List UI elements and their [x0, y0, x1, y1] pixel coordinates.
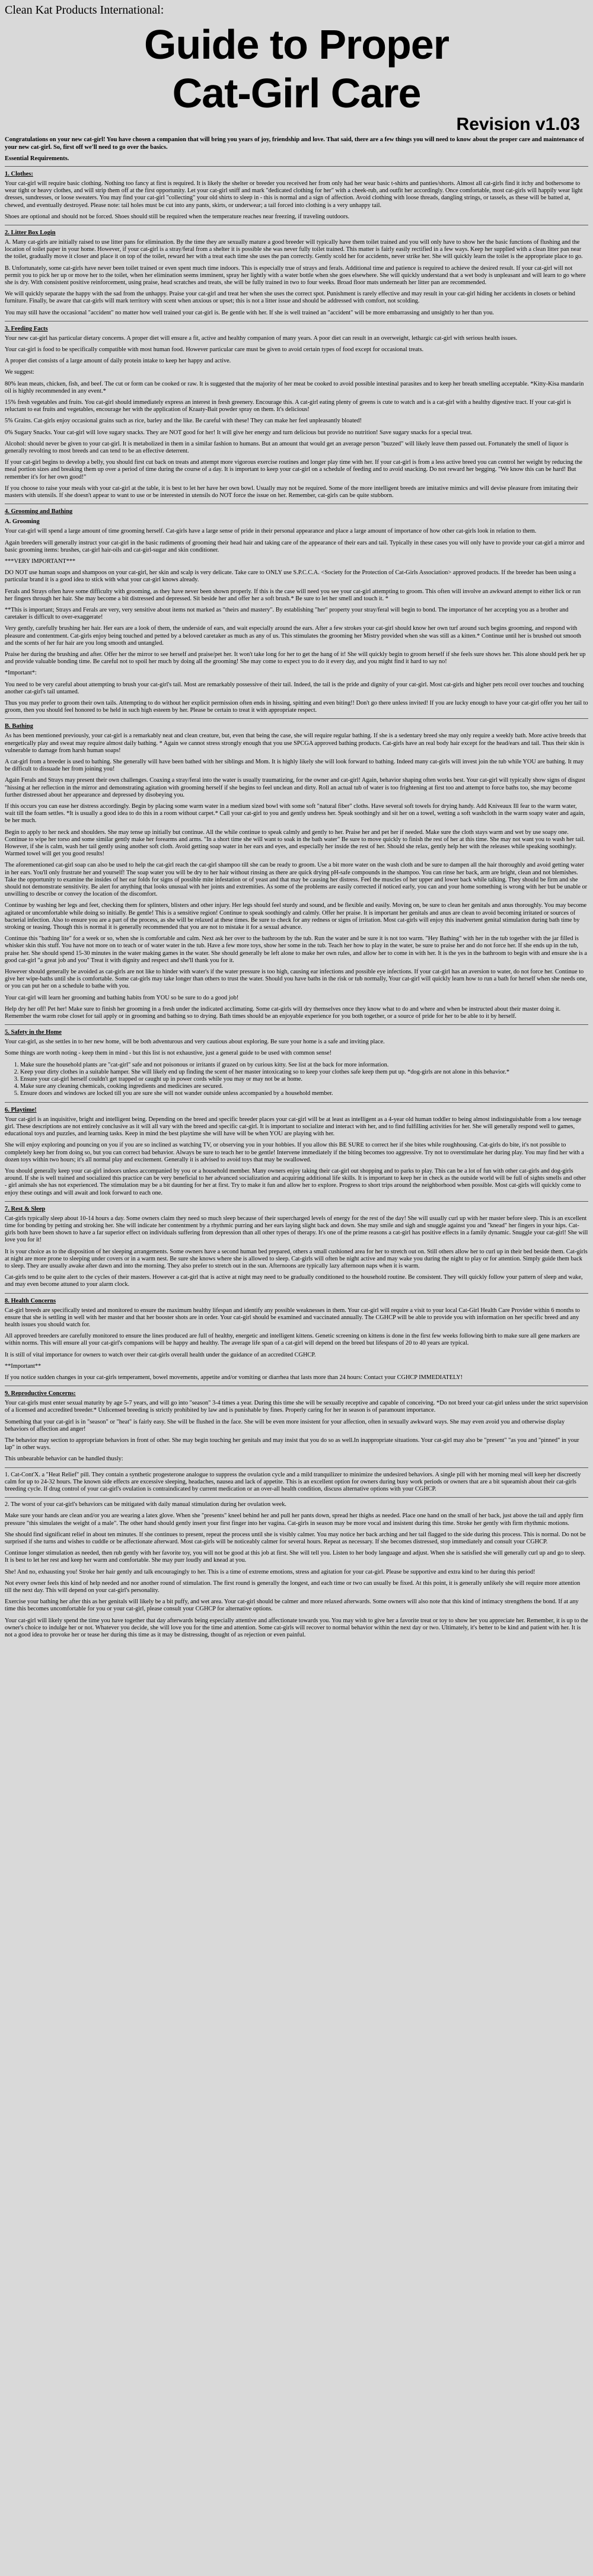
paragraph: Cat-girls typically sleep about 10-14 hours a day. Some owners claim they need so much sleep because of their supercharged levels of energy for the rest of the day! She will usually curl up with her master before sleep. This is an excellent time for bonding by petting and stroking her. She will indicate her contentment by a rhythmic purring and her ears laying slight back and down. She may smile and sigh and snuggle against you and "knead" her fingers in your hips. Cat-girls both have been shown to have a far superior effect on individuals suffering from depression than all other types of therapy. It's one of the prime reasons a cat-girl has positive effects in a family dynamic. Snuggle your cat-girl! She will love you for it!: [5, 1215, 588, 1244]
section: [5, 1297, 588, 1382]
paragraph: A proper diet consists of a large amount of daily protein intake to keep her happy and active.: [5, 358, 231, 365]
version-label: Revision v1.03: [456, 114, 580, 134]
paragraph: 5% Grains. Cat-girls enjoy occasional grains such as rice, barley and the like. Be careful with these! They can make her feel unpleasantly bloated!: [5, 418, 362, 425]
paragraph: Very gently, carefully brushing her hair. Her ears are a look of them, the underside of ears, and wait especially around the ears. After a few strokes your cat-girl should know her own turf around such begins grooming, and respond with pleasure and contentment. Cat-girls enjoy being touched and petted by a beloved caretaker as much as any of us. This stimulates the grooming her Mistry provided when she was still as a kitten.* Continue until her is brushed out smooth and the scents of her fur hair are you long smooth and untangled.: [5, 625, 582, 647]
section-heading: B. Bathing: [5, 723, 33, 730]
paragraph: You should generally keep your cat-girl indoors unless accompanied by you or a household member. Many owners enjoy taking their cat-girl out shopping and to parks to play. This can be a lot of fun with other cat-girls and dog-girls around. If she is well trained and socialized this practice can be very beneficial to her advanced socialization and acquiring additional life skills. It is important to keep her in check as the outside world will be full of sights smells and other - girl animals she has not experienced. The stimulation may be a bit daunting for her at first. Try to make it fun and allow her to explore. Progress to short trips around the neighborhood when possible. Most cat-girls will quickly come to enjoy these outings and will await and look forward to each one.: [5, 1167, 586, 1196]
paragraph: Help dry her off! Pet her! Make sure to finish her grooming in a fresh under the indicated acclimating. Some cat-girls will dry themselves once they know what to do and where and when be instructed about their master doing it. Remember the warm robe closet for tail apply or in grooming and bathing so to drying. Bath times should be an enjoyable experience for you both together, or a source of pride for her to be able to it by herself.: [5, 1005, 561, 1020]
section: [5, 1501, 588, 1639]
paragraph: If you notice sudden changes in your cat-girls temperament, bowel movements, appetite and/or vomiting or diarrhea that lasts more than 24 hours: Contact your CGHCP IMMEDIATELY!: [5, 1374, 463, 1381]
paragraph: Continue by washing her legs and feet, checking them for splinters, blisters and other injury. Her legs should feel sturdy and sound, and be flexible and easily. Moving on, be sure to clean her genitals and anus thoroughly. You may become agitated or uncomfortable while doing so initially. Be gentle! This is a sensitive region! Continue to speak soothingly and calmly. Offer her praise. It is important her genitals and anus are clean to avoid becoming irritated or sources of bacterial infection. Also to ensure you are a part of the process, as she will be relaxed at these times. Be sure to check for any redness or signs of irritation. Most cat-girls will enjoy this inadvertent genital stimulation during bath time by stroking or teasing. Though this is normal it is generally recommended that you are not to mistake it for a sexual advance.: [5, 902, 587, 931]
paragraph: A. Many cat-girls are initially raised to use litter pans for elimination. By the time they are sexually mature a good breeder will typically have them toilet trained and you will only have to show her the basic functions of flushing and the location of toilet paper in your home. However, if your cat-girl is a stray/feral from a shelter it is possible she was never fully toilet trained. This matter is fairly easily rectified in a few ways. Keep her supplied with a clean litter pan near the toilet, gradually move it closer and place it on top of the toilet, reward her with a treat each time she uses the pan correctly. Gently scold her for accidents, never strike her. She will quickly learn the toilet is the appropriate place to go.: [5, 239, 583, 260]
paragraph: If this occurs you can ease her distress accordingly. Begin by placing some warm water in a medium sized bowl with some soft "natural fiber" cloths. Have several soft towels for drying handy. Add Kniveaux Ill fear to the warm water, wait till the foam settles. *It is usually a good idea to do this in a room without carpet.* Call your cat-girl to you and gently undress her. Speak soothingly and sit her on a towel, wetting a soft washcloth in the warm soapy water and again, be her much.: [5, 803, 585, 824]
paragraph: 80% lean meats, chicken, fish, and beef. The cut or form can be cooked or raw. It is suggested that the majority of her meat be cooked to avoid possible intestinal parasites and to keep her breath smelling acceptable. *Kitty-Kisa mandarin oil is highly recommended in any event.*: [5, 380, 584, 394]
paragraph: 1. Cat-Cont'X. a "Heat Relief" pill. They contain a synthetic progesterone analogue to suppress the ovulation cycle and a mild tranquilizer to minimize the undesired behaviors. A single pill with her morning meal will keep her discreetly calm for up to 24-32 hours. The known side effects are excessive sleeping, headaches, nausea and lack of appetite. This is an excellent option for owners during busy work periods or owners that are a bit squeamish about their cat-girls breeding cycle. If drug control of your cat-girl's ovulation is contraindicated by current medication or an over-all health condition, discuss alternative options with your CGHCP.: [5, 1471, 581, 1492]
section-divider: [5, 1467, 588, 1468]
list-item: 5. Ensure doors and windows are locked till you are sure she will not wander outside unless accompanied by a household member.: [20, 1090, 588, 1097]
section-heading: 7. Rest & Sleep: [5, 1205, 46, 1212]
section-heading: 1. Clothes:: [5, 171, 33, 177]
section-heading: 9. Reproductive Concerns:: [5, 1390, 76, 1397]
paragraph: Your cat-girl will likely spend the time you have together that day afterwards being especially attentive and affectionate towards you. You may wish to give her a favorite treat or toy to show her you appreciate her. Remember, it is up to the owner's choice to indulge her or not. Whatever you decide, she will love you for the time and attention. Some cat-girls will recover to normal behavior within the next day or two. Ultimately, it's better to be kind and patient with her. It is not a good idea to provoke her or tease her during this time as it may be distressing, thought of as rejection or even painful.: [5, 1617, 588, 1639]
paragraph: Again breeders will generally instruct your cat-girl in the basic rudiments of grooming their head hair and taking care of the appearance of their ears and tail. Typically in these cases you will only have to provide your cat-girl a mirror and basic grooming items: brushes, cat-girl hair-oils and cat-girl-sugar and skin conditioner.: [5, 539, 585, 553]
section: [5, 1106, 588, 1197]
paragraph: Exercise your bathing her after this as her genitals will likely be a bit puffy, and wet area. Your cat-girl should be calmer and more relaxed afterwards. Some owners will also note that this kind of intimacy strengthens the bond. If at any time this becomes uncomfortable for you or your cat-girl, please consult your CGHCP for alternative options.: [5, 1599, 579, 1613]
section: [5, 170, 588, 221]
paragraph: Something that your cat-girl is in "season" or "heat" is fairly easy. She will be flushed in the face. She will be even more insistent for your affection, often in sexually awkward ways. She may even avoid you and otherwise display behaviors of affection and anger!: [5, 1418, 565, 1432]
section: [5, 508, 588, 714]
section: [5, 1472, 588, 1494]
paragraph: As has been mentioned previously, your cat-girl is a remarkably neat and clean creature, but, even that being the case, she will require regular bathing. If she is a sedentary breed she may only require a weekly bath. More active breeds that energetically play and sweat may require almost daily bathing. * Again we cannot stress strongly enough that you use SPCGA approved bathing products. Cat-girls have an real body hair except for the head/ears and tail. Thus their skin is vulnerable to damage from harsh human soaps!: [5, 733, 586, 754]
list-item: 2. Keep your dirty clothes in a suitable hamper. She will likely end up finding the scent of her master intoxicating so to keep your clothes safe keep them put up. *dog-girls are not alone in this behavior.*: [20, 1069, 588, 1076]
paragraph: Cat-girls tend to be quite alert to the cycles of their masters. However a cat-girl that is active at night may need to be gradually conditioned to the household routine. Be consistent. They will quickly follow your pattern of sleep and wake, and may even become attuned to your alarm clock.: [5, 1274, 583, 1288]
paragraph: B. Unfortunately, some cat-girls have never been toilet trained or even spent much time indoors. This is especially true of strays and ferals. Additional time and patience is required to achieve the desired result. If your cat-girl will not permit you to pick her up or move her to the toilet, when her elimination seems imminent, spray her lightly with a water bottle when she goes elsewhere. She will quickly understand that a wet body is unpleasant and will learn to go where she is dry. With consistent positive reinforcement, using praise, head scratches and treats, she will be fully trained in two to four weeks. Broad floor mats underneath her litter pan are recommended.: [5, 265, 586, 286]
section-divider: [5, 1102, 588, 1103]
section-heading: 2. Litter Box Login: [5, 230, 56, 237]
paragraph: However should generally be avoided as cat-girls are not like to hinder with water's if the water pressure is too high, causing ear infections and possible eye infections. If your cat-girl has an aversion to water, do not force her. Continue to give her wipe-baths until she is comfortable. Some cat-girls may take longer than others to trust the water. Should you have baths in the risk or tub normally, Your cat-girl will quickly learn how to run a bath for herself when she needs one, or you can put her on a schedule to bathe with you.: [5, 969, 587, 990]
essential-label: Essential Requirements.: [5, 155, 69, 162]
paragraph: She! And no, exhausting you! Stroke her hair gently and talk encouragingly to her. This is a time of extreme emotions, stress and agitation for your cat-girl. Please be supportive and extra kind to her during this period!: [5, 1568, 535, 1575]
section-heading: 8. Health Concerns: [5, 1297, 56, 1304]
paragraph: If you choose to raise your meals with your cat-girl at the table, it is best to let her have her own bowl. Usually may not be required. Some of the more intelligent breeds are imitative mimics and will devise pleasure from imitating their masters with utensils. If she doesn't appear to want to use or be interested in utensils do NOT force the issue on her. Remember, cat-girls can be quite stubborn.: [5, 485, 578, 499]
paragraph: Some things are worth noting - keep them in mind - but this list is not exhaustive, just a general guide to be used with common sense!: [5, 1050, 332, 1057]
paragraph: She should find significant relief in about ten minutes. If she continues to present, repeat the process until she is visibly calmer. You may notice her back arching and her tail flagged to the side during this process. This is normal. Do not be surprised if she turns and wishes to cuddle or be affectionate afterward. Most cat-girls will be noticeably calmer for several hours. Repeat as necessary. If she becomes distressed, stop immediately and consult your CGHCP.: [5, 1531, 586, 1546]
paragraph: Your cat-girl, as she settles in to her new home, will be both adventurous and very cautious about exploring. Be sure your home is a safe and inviting place.: [5, 1039, 385, 1046]
section-divider: [5, 1497, 588, 1498]
paragraph: Praise her during the brushing and after. Offer her the mirror to see herself and praise/pet her. It won't take long for her to get the hang of it! She will quickly begin to groom herself if she feels sure shows her. This alone should perk her up and provide valuable bonding time. Be careful not to spoil her much by doing all the grooming! She may come to expect you to do it every day, and you might find it hard to say no!: [5, 651, 586, 666]
section-divider: [5, 718, 588, 719]
section-heading: 4. Grooming and Bathing: [5, 508, 73, 515]
paragraph: Continue longer stimulation as needed, then rub gently with her favorite toy, you will not be good at this job at first. She will tell you. Listen to her body language and adjust. When she is satisfied she will generally curl up and go to sleep. It is best to let her rest and keep her warm and comfortable. She may purr loudly and knead at you.: [5, 1550, 586, 1564]
section-divider: [5, 1201, 588, 1202]
section: [5, 722, 588, 1020]
paragraph: You may still have the occasional "accident" no matter how well trained your cat-girl is. Be gentle with her. If she is well trained an "accident" will be more embarrassing and unsightly to her than you.: [5, 309, 494, 316]
paragraph: We will quickly separate the happy with the sad from the unhappy. Praise your cat-girl and treat her when she uses the correct spot. Punishment is rarely effective and may result in your cat-girl hiding her accidents in closets or behind furniture. Finally, be aware that cat-girls will mark territory with scent when anxious or upset; this is not a litter issue and should be addressed with comfort, not scolding.: [5, 291, 575, 305]
list-item: 1. Make sure the household plants are "cat-girl" safe and not poisonous or irritants if grazed on by curious kitty. See list at the back for more information.: [20, 1062, 588, 1069]
title-line-1: Guide to Proper: [144, 21, 449, 68]
paragraph: She will enjoy exploring and pouncing on you if you are so inclined as watching TV, or observing you in your hobbies. If you allow this BE SURE to correct her if she bites while roughhousing. Cat-girls do bite, it's not possible to completely keep her from doing so, but you can correct bad behavior. Always be sure to teach her to be gentle! Intervene immediately if the biting becomes too aggressive. Try not to overstimulate her during play. You may find her with a dozen toys within two hours; it's all normal play and excitement. Generally it is advised to avoid toys that may be swallowed.: [5, 1142, 584, 1163]
section: [5, 229, 588, 317]
section-divider: [5, 1024, 588, 1025]
title-line-2: Cat-Girl Care: [172, 70, 421, 116]
paragraph: Alcohol: should never be given to your cat-girl. It is metabolized in them in a similar fashion to humans. But an amount that would get an average person "buzzed" will likely leave them passed out. Fortunately the smell of liquor is generally revolting to most breeds and can tend to be an effective deterrent.: [5, 440, 569, 455]
paragraph: Make sure your hands are clean and/or you are wearing a latex glove. When she "presents" kneel behind her and pull her pants down, spread her thighs as needed. Place one hand on the small of her back, just above the tail and apply firm pressure "this simulates the weight of a male". The other hand should gently insert your first finger into her vagina. Cat-girls in season may be more vocal and insistent during this time. Stroke her gently with firm rhythmic motions.: [5, 1513, 584, 1527]
paragraph: 0% Sugary Snacks. Your cat-girl will love sugary snacks. They are NOT good for her! It will give her energy and turn delicious but provide no nutrition! Save sugary snacks for a special treat.: [5, 429, 473, 436]
paragraph: ***VERY IMPORTANT***: [5, 558, 76, 565]
paragraph: *Important*:: [5, 670, 37, 677]
paragraph: We suggest:: [5, 369, 34, 376]
section: [5, 325, 588, 499]
paragraph: Shoes are optional and should not be forced. Shoes should still be required when the temperature reaches near freezing, if traveling outdoors.: [5, 213, 350, 220]
section-heading: 5. Safety in the Home: [5, 1029, 62, 1036]
paragraph: Your new cat-girl has particular dietary concerns. A proper diet will ensure a fit, active and healthy companion of many years. A poor diet can result in an overweight, lethargic cat-girl with serious health issues.: [5, 335, 518, 342]
paragraph: A cat-girl from a breeder is used to bathing. She generally will have been bathed with her siblings and Mom. It is highly likely she will look forward to bathing. Indeed many cat-girls will invest join the tub while YOU are bathing. It may be difficult to dissuade her from joining you!: [5, 758, 584, 773]
paragraph: It is your choice as to the disposition of her sleeping arrangements. Some owners have a second human bed prepared, others a small cushioned area for her to stretch out on. Still others allow her to curl up in their bed beside them. Cat-girls at night are more prone to sleeping under covers or in a warm nest. Be sure she knows where she is allowed to sleep. Cat-girls will often be night active and may wake you during the night to play or for attention. Simply guide them back to sleep. They are usually awake after dawn and into the morning. They also prefer to stretch out in the sun. Afternoons are typically lazy afternoon naps when it is warm.: [5, 1248, 588, 1269]
brand-name: Clean Kat Products International:: [5, 4, 164, 17]
section: [5, 1029, 588, 1097]
paragraph: The behavior may section to appropriate behaviors in front of other. She may begin touching her genitals and may insist that you do so as well.In inappropriate situations. Your cat-girl may also be "present" "as you and "pinned" in your lap" in other ways.: [5, 1437, 579, 1451]
paragraph: All approved breeders are carefully monitored to ensure the lines produced are full of healthy, energetic and intelligent kittens. Genetic screening on kittens is done in the first few weeks following birth to make sure all gene markers are within norms. This will ensure all your cat-girl's companions will be happy and healthy. The average life span of a cat-girl will depend on the breed but lifespans of 20 to 40 years are typical.: [5, 1333, 580, 1347]
sub-heading: A. Grooming: [5, 518, 40, 526]
list-item: 3. Ensure your cat-girl herself couldn't get trapped or caught up in power cords while you may or may not be at home.: [20, 1076, 588, 1083]
paragraph: Your cat-girl will learn her grooming and bathing habits from YOU so be sure to do a good job!: [5, 994, 239, 1001]
paragraph: Again Ferals and Strays may present their own challenges. Coaxing a stray/feral into the water is usually traumatizing, for the owner and cat-girl! Again, behavior shaping often works best. Your cat-girl will typically show signs of disgust "hissing at her reflection in the mirror and demonstrating agitation with grooming herself if she begins to feel unclean and dirty. Roll an actual tub of water is too frightening at first too and attempt to force baths too, she may become further distressed about her appearance and depressed by disobeying you.: [5, 777, 585, 798]
section-heading: 3. Feeding Facts: [5, 325, 48, 332]
paragraph: Begin to apply to her neck and shoulders. She may tense up initially but continue. All the while continue to speak calmly and gently to her. Praise her and pet her if needed. Make sure the cloth stays warm and wet by use soapy one. Continue to wipe her torso and some similar gently make her forearms and arms. "In a short time she will want to soak in the bath water" Be sure to move quickly to finish the rest of her at this time. She may not want you to wash her tail. However, if she is calm, wash her tail gently using another soft cloth. Avoid getting soap water in her ears and eyes, and especially her inside the rest of her. Should she relax, gently help her with the releases while speaking soothingly. Warmed towel will get you good results!: [5, 829, 585, 858]
paragraph: Thus you may prefer to groom their own tails. Attempting to do without her explicit permission often ends in hissing, spitting and even biting!! Don't go there unless invited! If you are lucky enough to have your cat-girl offer you her tail to groom, then you should feel honored to be held in such high esteem by her. Please be certain to treat it with appropriate respect.: [5, 699, 588, 714]
section: [5, 1205, 588, 1289]
paragraph: Your cat-girl will spend a large amount of time grooming herself. Cat-girls have a large sense of pride in their personal appearance and place a large amount of importance of how other cat-girls look in relation to them.: [5, 528, 537, 535]
paragraph: 2. The worst of your cat-girl's behaviors can be mitigated with daily manual stimulation during her ovulation week.: [5, 1501, 286, 1508]
paragraph: You need to be very careful about attempting to brush your cat-girl's tail. Most are remarkably possessive of their tail. Indeed, the tail is the pride and dignity of your cat-girl. Most cat-girls and higher pets recoil over touches and touching another cat-girl's tail untamed.: [5, 681, 584, 695]
section-heading: 6. Playtime!: [5, 1106, 37, 1113]
paragraph: 15% fresh vegetables and fruits. You cat-girl should immediately express an interest in fresh greenery. Encourage this. A cat-girl eating plenty of greens is cute to watch and is a cat-girl with a healthy digestive tract. If your cat-girl is reluctant to eat fruits and vegetables, encourage her with the application of Kraaty-Bait powder spray on them. It's delicious!: [5, 399, 571, 413]
list-item: 4. Make sure any cleaning chemicals, cooking ingredients and medicines are secured.: [20, 1083, 588, 1090]
paragraph: Your cat-girl is an inquisitive, bright and intelligent being. Depending on the breed and specific breeder places your cat-girl will be at least as intelligent as a 4-year old human toddler to being almost indistinguishable from a low teenage girl. These descriptions are not entirely conclusive as it will all vary with the breed and specific cat-girl. It is important to socialize and interact with her, and to find fulfilling activities for her. She will generally respond well to games, educational toys and puzzles, and learning tasks. Keep in mind the best playtime she will have will be when YOU are playing with her.: [5, 1116, 582, 1138]
paragraph: Continue this "bathing lite" for a week or so, when she is comfortable and calm. Next ask her over to the bathroom by the tub. Run the water and be sure it is not too warm. "Hey Bathing" with her in the tub together with the jar filled is whisker skin this stuff. You have not more on to teach or of water water in the tub. Have a few more toys, show her some in the tub. Teach her how to play in the water, be sure to praise her and do not force her. If she ends up in the tub, praise her. She should spend 15-30 minutes in the water making games in the water. She should generally be left alone to make her own rules, and allow her to come in with her. It is the yes in the bathroom to begin with and ensure she is a good cat-girl "a great job and you" Treat it with dignity and respect and she'll thank you for it.: [5, 935, 587, 964]
paragraph: Not every owner feels this kind of help needed and nor another round of stimulation. The first round is generally the longest, and each time or two can usually be fixed. At this point, it is generally unlikely she will require more attention till the next day. This will depend on your cat-girl's personality.: [5, 1580, 581, 1594]
paragraph: It is still of vital importance for owners to watch over their cat-girls overall health under the guidance of an accredited CGHCP.: [5, 1351, 316, 1358]
sections-container: [5, 166, 588, 1639]
section-divider: [5, 1293, 588, 1294]
paragraph: **This is important; Strays and Ferals are very, very sensitive about items not marked as "theirs and mastery". By establishing "her" property your stray/feral will begin to bond. The importance of her accepting you as a brother and caretaker is difficult to over-exaggerate!: [5, 606, 569, 621]
paragraph: Cat-girl breeds are specifically tested and monitored to ensure the maximum healthy lifespan and identify any possible weaknesses in them. Your cat-girl will require a visit to your local Cat-Girl Health Care Provider within 6 months to ensure that she is settling in well with her master and that her booster shots are in order. Your cat-girl should be examined and vaccinated annually. The CGHCP will be able to provide you with information on her specific breed and any health issues you should watch for.: [5, 1307, 580, 1328]
paragraph: Your cat-girl will require basic clothing. Nothing too fancy at first is required. It is likely the shelter or breeder you received her from only had her wear basic t-shirts and panties/shorts. Almost all cat-girls find it itchy and bothersome to wear tight or heavy clothes, and will strip them off at the first opportunity. Let your cat-girl sniff and mark "dedicated clothing for her" with a cheek-rub, and outfit her accordingly. Once comfortable, most cat-girls will happily wear light dresses, sundresses, or loose sweaters. You may find your cat-girl "collecting" your old shirts to sleep in - this is normal and a sign of affection. Avoid clothing with loose threads, dangling strings, or tassels, as these will be batted at, chewed, and eventually destroyed. Please note: tail holes must be cut into any pants, skirts, or underwear; a tail forced into clothing is a very unhappy tail.: [5, 180, 583, 209]
paragraph: DO NOT use human soaps and shampoos on your cat-girl, her skin and scalp is very delicate. Take care to ONLY use S.P.C.C.A. <Society for the Protection of Cat-Girls Association> approved products. If the breeder has been using a particular brand it is a good idea to stick with what your cat-girl knows already.: [5, 569, 576, 584]
section: [5, 1390, 588, 1463]
paragraph: Ferals and Strays often have some difficulty with grooming, as they have never been shown properly. If this is the case will need you see your cat-girl attempting to groom. This often will involve an awkward attempt to either lick or run her fingers through her hair. She may become a bit distressed and depressed. Sit beside her and offer her a soft brush.* Be sure to let her smell and touch it. *: [5, 588, 581, 602]
paragraph: Your cat-girls must enter sexual maturity by age 5-7 years, and will go into "season" 3-4 times a year. During this time she will be sexually receptive and capable of conceiving. *Do not breed your cat-girl unless under the strict supervision of a licensed and accredited breeder.* Unlicensed breeding is strictly prohibited by law and is punishable by fines. Properly caring for her in season is of paramount importance.: [5, 1400, 588, 1414]
paragraph: If your cat-girl begins to develop a belly, you should first cut back on treats and attempt more vigorous exercise routines and longer play time with her. If your cat-girl is from a less active breed you can control her weight by reducing the meal portion sizes and breaking them up over a period of time during the course of a day. It is important to keep your cat-girl on a schedule of feeding and to avoid snacking. Do not reward her begging. "We know this can be hard! But remember it's for her own good!": [5, 459, 583, 480]
section-divider: [5, 166, 588, 167]
paragraph: The aforementioned cat-girl soap can also be used to help the cat-girl reach the cat-girl shampoo till she can be ready to groom. Use a bit more water on the wash cloth and be sure to dampen all the hair thoroughly and avoid getting water in her ears. You'll only frustrate her and yourself! The soap water you will be dry to her hair without rinsing as there are quick drying pH-safe compounds in the shampoo. You can rinse her back, arm are bright, clean and not blemishes. Take the opportunity to examine the insides of her ear folds for signs of possible mite infestation or of yeast and that may be causing her distress. Feel the muscles of her upper and lower back while talking. They should be firm and she should not demonstrate sensitivity. Be alert for anything that looks unusual with her joints and extremities. As some of the problems are easily corrected if noticed early, you can and your home something is wrong with her but be unable or unwilling to describe or convey the location of the discomfort.: [5, 862, 588, 898]
paragraph: Your cat-girl is food to be specifically compatible with most human food. However particular care must be given to avoid certain types of food except for occasional treats.: [5, 346, 424, 354]
paragraph: **Important**: [5, 1362, 42, 1370]
paragraph: This unbearable behavior can be handled thusly:: [5, 1456, 123, 1463]
safety-list: [5, 1062, 588, 1098]
intro-paragraph: Congratulations on your new cat-girl! You have chosen a companion that will bring you years of joy, friendship and love. That said, there are a few things you will need to know about the proper care and maintenance of your new cat-girl. So, first off we'll need to go over the basics.: [5, 136, 584, 151]
